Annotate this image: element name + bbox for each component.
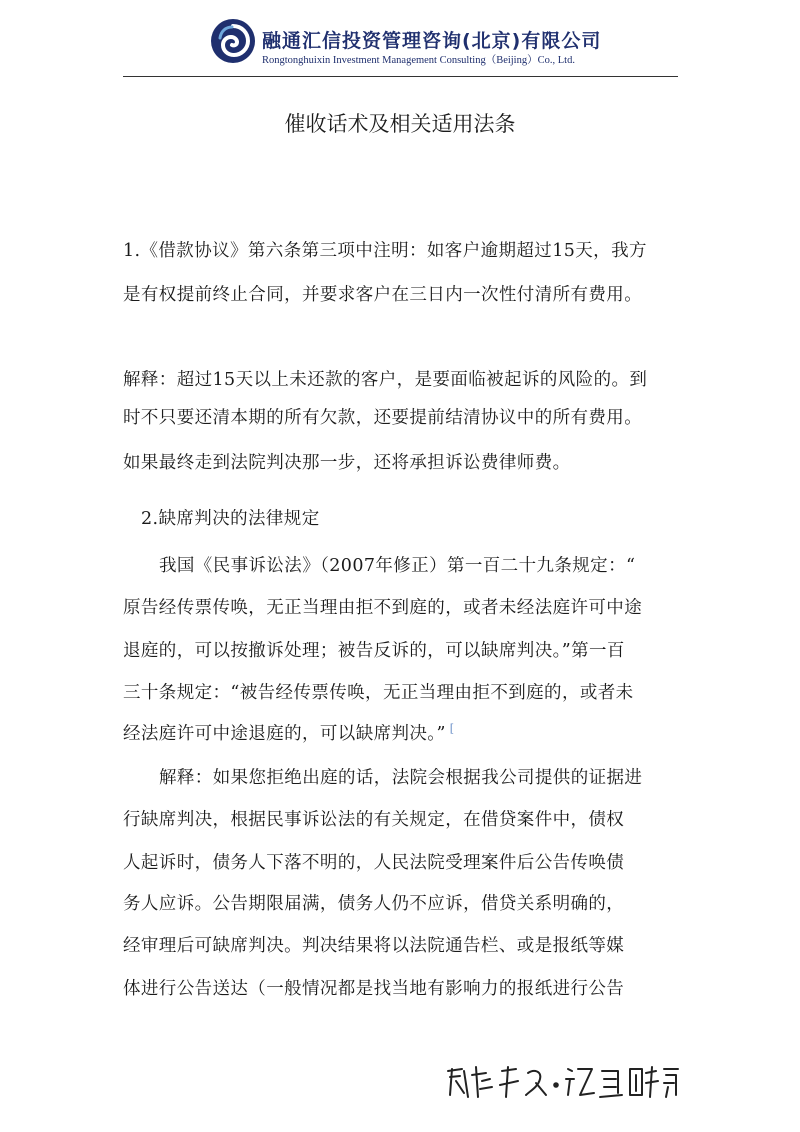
document-header [0, 0, 800, 80]
section-heading: 2.缺席判决的法律规定 [141, 509, 320, 529]
paragraph-line: 经审理后可缺席判决。判决结果将以法院通告栏、或是报纸等媒 [123, 936, 625, 956]
footer-calligraphy-slogan [442, 1057, 682, 1105]
company-name-en: Rongtonghuixin Investment Management Consulting（Beijing）Co., Ltd. [262, 55, 575, 66]
paragraph-line: 务人应诉。公告期限届满，债务人仍不应诉，借贷关系明确的， [123, 894, 625, 914]
paragraph-line: 体进行公告送达（一般情况都是找当地有影响力的报纸进行公告 [123, 979, 625, 999]
paragraph-line-with-ref [123, 720, 455, 745]
paragraph-line: 三十条规定：“被告经传票传唤，无正当理由拒不到庭的，或者未 [123, 683, 634, 703]
paragraph-line: 解释：超过15天以上未还款的客户，是要面临被起诉的风险的。到 [123, 370, 648, 390]
paragraph-line: 是有权提前终止合同，并要求客户在三日内一次性付清所有费用。 [123, 285, 643, 305]
paragraph-line: 人起诉时，债务人下落不明的，人民法院受理案件后公告传唤债 [123, 853, 625, 873]
document-title: 催收话术及相关适用法条 [284, 112, 516, 136]
paragraph-line: 退庭的，可以按撤诉处理；被告反诉的，可以缺席判决。”第一百 [123, 641, 625, 661]
paragraph-line: 我国《民事诉讼法》（2007年修正）第一百二十九条规定：“ [159, 556, 636, 576]
paragraph-line: 1.《借款协议》第六条第三项中注明：如客户逾期超过15天，我方 [123, 241, 647, 261]
paragraph-line: 行缺席判决，根据民事诉讼法的有关规定，在借贷案件中，债权 [123, 810, 625, 830]
paragraph-line: 解释：如果您拒绝出庭的话，法院会根据我公司提供的证据进 [159, 768, 643, 788]
paragraph-line: 如果最终走到法院判决那一步，还将承担诉讼费律师费。 [123, 453, 571, 473]
header-divider [123, 76, 678, 77]
company-name-cn: 融通汇信投资管理咨询(北京)有限公司 [262, 30, 602, 52]
paragraph-line: 时不只要还清本期的所有欠款，还要提前结清协议中的所有费用。 [123, 408, 643, 428]
paragraph-line-text: 经法庭许可中途退庭的，可以缺席判决。” [123, 724, 446, 744]
footnote-ref-mark: [ [449, 722, 455, 736]
paragraph-line: 原告经传票传唤，无正当理由拒不到庭的，或者未经法庭许可中途 [123, 598, 643, 618]
company-swirl-logo-icon [210, 18, 256, 64]
